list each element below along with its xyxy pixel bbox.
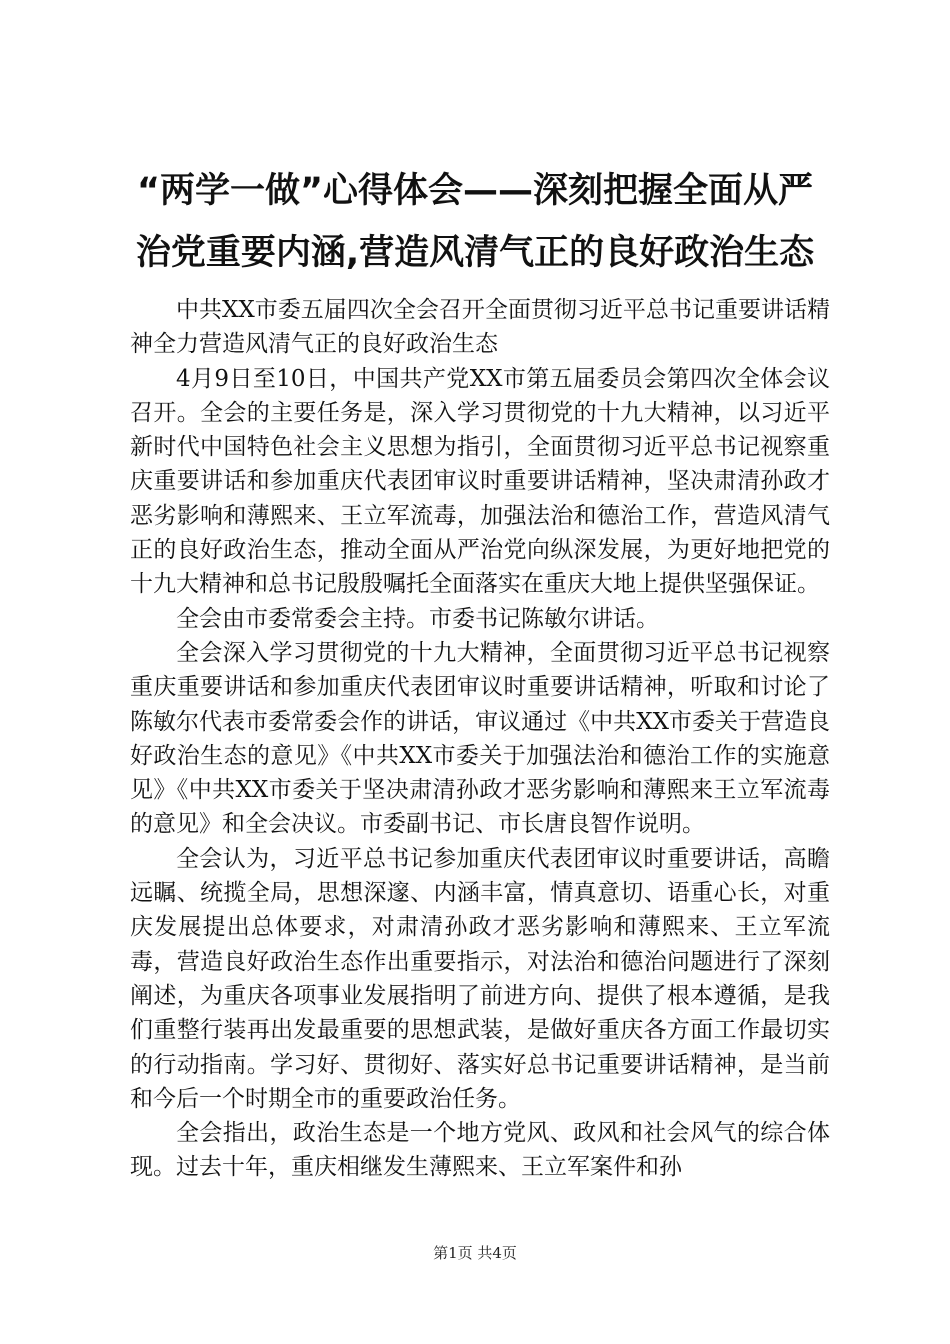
document-body	[130, 293, 830, 1185]
page-number: 第1页 共4页	[433, 1244, 517, 1262]
page-footer	[0, 1243, 950, 1263]
paragraph: 全会由市委常委会主持。市委书记陈敏尔讲话。	[176, 605, 659, 632]
title-line-1: “两学一做”心得体会——深刻把握全面从严	[136, 171, 813, 211]
document-title	[110, 160, 840, 284]
paragraph: 中共XX市委五届四次全会召开全面贯彻习近平总书记重要讲话精神全力营造风清气正的良好政治生态	[130, 297, 830, 358]
title-line-2: 治党重要内涵,营造风清气正的良好政治生态	[135, 233, 815, 273]
paragraph: 全会指出，政治生态是一个地方党风、政风和社会风气的综合体现。过去十年，重庆相继发生薄熙来、王立军案件和孙	[130, 1120, 830, 1181]
paragraph: 全会认为，习近平总书记参加重庆代表团审议时重要讲话，高瞻远瞩、统揽全局，思想深邃、内涵丰富，情真意切、语重心长，对重庆发展提出总体要求，对肃清孙政才恶劣影响和薄熙来、王立军流毒，营造良好政治生态作出重要指示，对法治和德治问题进行了深刻阐述，为重庆各项事业发展指明了前进方向、提供了根本遵循，是我们重整行装再出发最重要的思想武装，是做好重庆各方面工作最切实的行动指南。学习好、贯彻好、落实好总书记重要讲话精神，是当前和今后一个时期全市的重要政治任务。	[130, 845, 830, 1112]
paragraph: 4月9日至10日，中国共产党XX市第五届委员会第四次全体会议召开。全会的主要任务是，深入学习贯彻党的十九大精神，以习近平新时代中国特色社会主义思想为指引，全面贯彻习近平总书记视察重庆重要讲话和参加重庆代表团审议时重要讲话精神，坚决肃清孙政才恶劣影响和薄熙来、王立军流毒，加强法治和德治工作，营造风清气正的良好政治生态，推动全面从严治党向纵深发展，为更好地把党的十九大精神和总书记殷殷嘱托全面落实在重庆大地上提供坚强保证。	[130, 365, 830, 598]
paragraph: 全会深入学习贯彻党的十九大精神，全面贯彻习近平总书记视察重庆重要讲话和参加重庆代表团审议时重要讲话精神，听取和讨论了陈敏尔代表市委常委会作的讲话，审议通过《中共XX市委关于营造良好政治生态的意见》《中共XX市委关于加强法治和德治工作的实施意见》《中共XX市委关于坚决肃清孙政才恶劣影响和薄熙来王立军流毒的意见》和全会决议。市委副书记、市长唐良智作说明。	[130, 639, 830, 838]
